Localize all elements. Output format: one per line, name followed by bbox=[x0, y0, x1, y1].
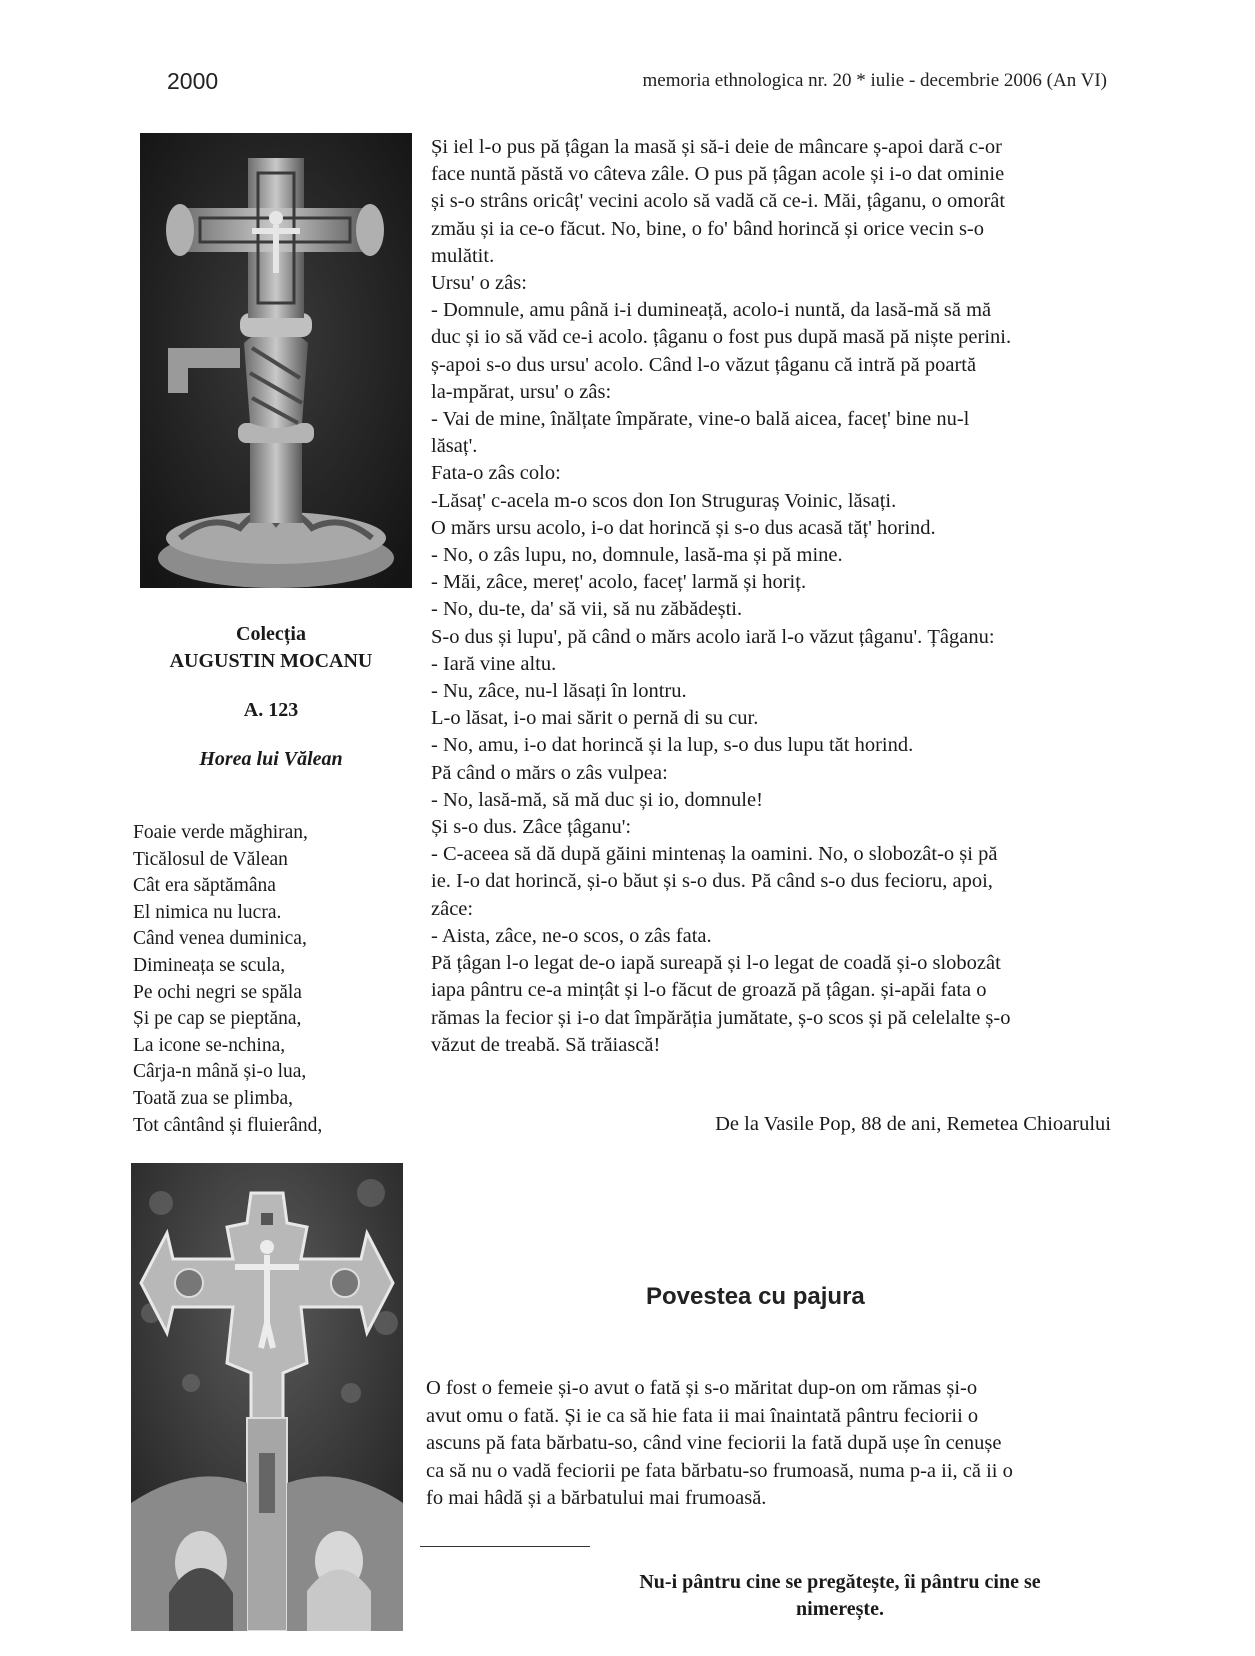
story-line: - Nu, zâce, nu-l lăsați în lontru. bbox=[431, 680, 687, 703]
story-line: S-o dus și lupu', pă când o mărs acolo iară l-o văzut țâganu'. Țâganu: bbox=[431, 625, 995, 648]
poem-line: Foaie verde măghiran, bbox=[133, 822, 308, 843]
poem-line: Și pe cap se pieptăna, bbox=[133, 1008, 302, 1030]
story-line: Pă când o mărs o zâs vulpea: bbox=[431, 761, 668, 784]
story-line: L-o lăsat, i-o mai sărit o pernă di su cur. bbox=[431, 707, 759, 730]
story-attribution: De la Vasile Pop, 88 de ani, Remetea Chioarului bbox=[715, 1113, 1111, 1135]
poem-line: Când venea duminica, bbox=[133, 928, 307, 950]
collection-caption bbox=[131, 621, 411, 773]
collector-name: AUGUSTIN MOCANU bbox=[169, 650, 373, 672]
painted-cross-photo bbox=[131, 1163, 403, 1631]
story-line: ș-apoi s-o dus ursu' acolo. Când l-o văzut țâganu că intră pă poartă bbox=[431, 353, 977, 376]
poem-line: Tot cântând și fluierând, bbox=[133, 1114, 323, 1136]
story-line: Și s-o dus. Zâce țâganu': bbox=[431, 816, 632, 839]
poem bbox=[133, 820, 403, 1139]
journal-running-head: memoria ethnologica nr. 20 * iulie - decembrie 2006 (An VI) bbox=[642, 70, 1107, 91]
poem-line: Cârja-n mână și-o lua, bbox=[133, 1061, 307, 1083]
story-line: zâce: bbox=[431, 897, 474, 920]
story-line: și s-o strâns oricâț' vecini acolo să vadă că ce-i. Măi, țâganu, o omorât bbox=[431, 190, 1006, 213]
story-line: duc și io să văd ce-i acolo. țâganu o fost pus după masă pă niște perini. bbox=[431, 326, 1012, 349]
story-line: - Aista, zâce, ne-o scos, o zâs fata. bbox=[431, 924, 712, 947]
poem-line: Pe ochi negri se spăla bbox=[133, 981, 302, 1003]
story-line: O mărs ursu acolo, i-o dat horincă și s-o dus acasă tăț' horind. bbox=[431, 516, 936, 539]
story-line: face nuntă păstă vo câteva zâle. O pus pă țâgan acole și i-o dat ominie bbox=[431, 163, 1005, 186]
footnote-divider bbox=[420, 1546, 590, 1547]
story-line: văzut de treabă. Să trăiască! bbox=[431, 1033, 661, 1056]
proverb-footnote bbox=[560, 1569, 1120, 1623]
story-line: fo mai hâdă și a bărbatului mai frumoasă. bbox=[426, 1487, 767, 1510]
poem-line: Toată zua se plimba, bbox=[133, 1087, 293, 1109]
poem-line: El nimica nu lucra. bbox=[133, 901, 282, 923]
story-line: avut omu o fată. Și ie ca să hie fata ii mai înaintată pântru feciorii o bbox=[426, 1404, 979, 1427]
poem-line: Ticălosul de Vălean bbox=[133, 848, 288, 870]
story-line: Fata-o zâs colo: bbox=[431, 462, 561, 485]
story-line: zmău și ia ce-o făcut. No, bine, o fo' bând horincă și orice vecin s-o bbox=[431, 217, 985, 240]
carved-cross-photo bbox=[140, 133, 412, 588]
story-line: mulătit. bbox=[431, 244, 495, 267]
story-line: - Vai de mine, înălțate împărate, vine-o bală aicea, faceț' bine nu-l bbox=[431, 408, 970, 431]
second-story-text bbox=[426, 1375, 1106, 1513]
story-line: O fost o femeie și-o avut o fată și s-o măritat dup-on om rămas și-o bbox=[426, 1377, 978, 1399]
poem-line: Cât era săptămâna bbox=[133, 875, 276, 897]
story-line: - No, lasă-mă, să mă duc și io, domnule! bbox=[431, 788, 763, 811]
story-line: Ursu' o zâs: bbox=[431, 272, 527, 295]
story-line: - C-aceea să dă după găini mintenaș la oamini. No, o slobozât-o și pă bbox=[431, 843, 998, 866]
story-line: ascuns pă fata bărbatu-so, când vine feciorii la fată după ușe în cenușe bbox=[426, 1432, 1002, 1455]
poem-line: Dimineața se scula, bbox=[133, 954, 286, 976]
footnote-line: Nu-i pântru cine se pregătește, îi pântru cine se bbox=[639, 1571, 1041, 1593]
story-line: la-mpărat, ursu' o zâs: bbox=[431, 380, 612, 403]
story-text bbox=[431, 134, 1096, 1059]
story-line: -Lăsaț' c-acela m-o scos don Ion Strugurаș Voinic, lăsați. bbox=[431, 489, 897, 512]
story-line: Și iel l-o pus pă țâgan la masă și să-i deie de mâncare ș-apoi dară c-or bbox=[431, 136, 1002, 158]
collection-label: Colecția bbox=[236, 623, 306, 645]
story-line: - No, amu, i-o dat horincă și la lup, s-o dus lupu tăt horind. bbox=[431, 734, 914, 757]
story-line: Pă țâgan l-o legat de-o iapă sureapă și l-o legat de coadă și-o slobozât bbox=[431, 952, 1001, 975]
section-title: Povestea cu pajura bbox=[646, 1283, 865, 1310]
story-line: - Măi, zâce, mereț' acolo, faceț' larmă și horiț. bbox=[431, 571, 807, 594]
story-line: ca să nu o vadă feciorii pe fata bărbatu-so frumoasă, numa p-a ii, că ii o bbox=[426, 1459, 1013, 1482]
poem-title: Horea lui Vălean bbox=[199, 748, 343, 770]
story-line: - Iară vine altu. bbox=[431, 652, 557, 675]
story-line: rămas la fecior și i-o dat împărăția jumătate, ș-o scos și pă celelalte ș-o bbox=[431, 1006, 1011, 1029]
story-line: - No, o zâs lupu, no, domnule, lasă-ma și pă mine. bbox=[431, 544, 843, 567]
story-line: ie. I-o dat horincă, și-o băut și s-o dus. Pă când s-o dus fecioru, apoi, bbox=[431, 870, 993, 893]
story-line: - No, du-te, da' să vii, să nu zăbădești. bbox=[431, 598, 743, 621]
page-number: 2000 bbox=[167, 68, 219, 94]
item-number: A. 123 bbox=[243, 699, 299, 721]
poem-line: La icone se-nchina, bbox=[133, 1034, 286, 1056]
story-line: iapa pântru ce-a mințât și l-o făcut de groază pă țâgan. și-apăi fata o bbox=[431, 979, 987, 1002]
footnote-line: nimerește. bbox=[796, 1598, 884, 1620]
story-line: - Domnule, amu până i-i dumineață, acolo-i nuntă, da lasă-mă să mă bbox=[431, 299, 992, 322]
story-line: lăsaț'. bbox=[431, 435, 478, 458]
